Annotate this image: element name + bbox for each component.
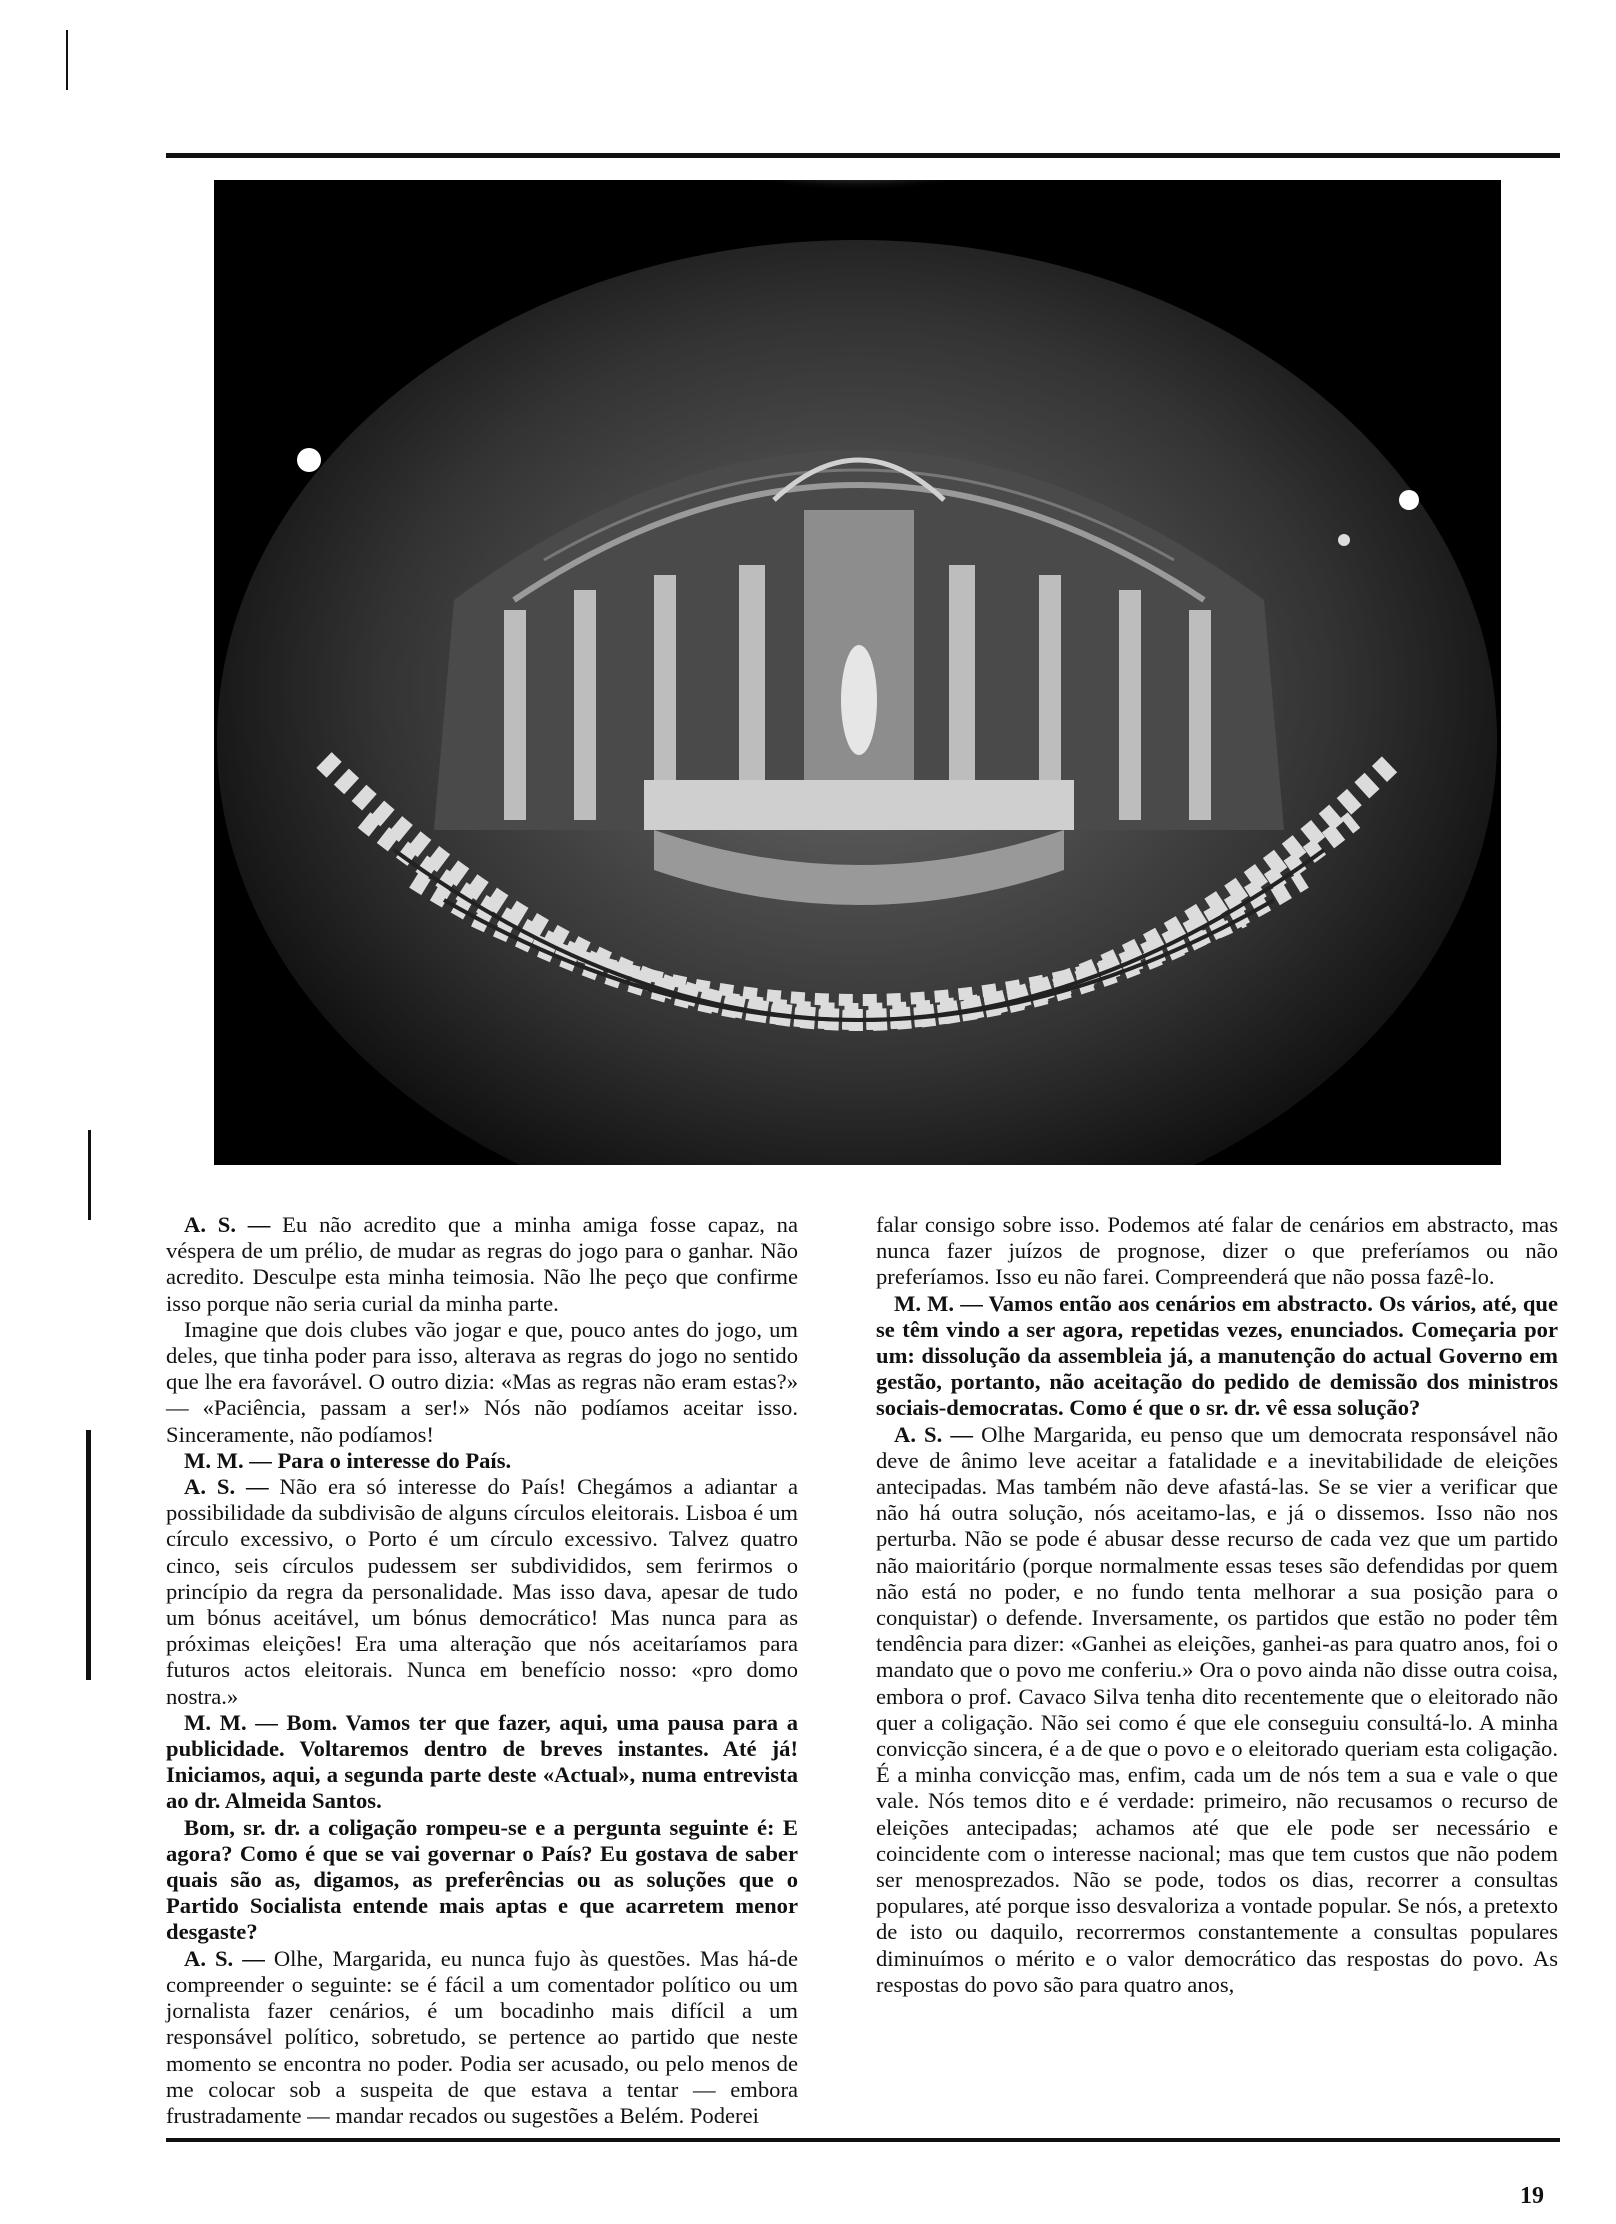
interviewee-paragraph xyxy=(166,1212,798,1317)
paragraph-text: Imagine que dois clubes vão jogar e que, pouco antes do jogo, um deles, que tinha poder para isso, alterava as regras do jogo no sentido que lhe era favorável. O outro dizia: «Mas as regras não eram estas?» — «Paciência, passam a ser!» Nós não podíamos aceitar isso. Sinceramente, não podíamos! xyxy=(166,1316,798,1447)
speaker-label: M. M. — xyxy=(184,1447,278,1473)
interviewer-paragraph xyxy=(166,1710,798,1815)
speaker-label: M. M. — xyxy=(894,1290,989,1316)
paragraph-text: Vamos então aos cenários em abstracto. Os vários, até, que se têm vindo a ser agora, repetidas vezes, enunciados. Começaria por um: dissolução da assembleia já, a manutenção do actual Governo em gestão, portanto, não aceitação do pedido de demissão dos ministros sociais-democratas. Como é que o sr. dr. vê essa solução? xyxy=(876,1290,1559,1421)
interviewer-paragraph xyxy=(876,1291,1558,1422)
speaker-label: M. M. — xyxy=(184,1709,287,1735)
interviewer-paragraph xyxy=(166,1448,798,1474)
scan-margin-mark xyxy=(66,30,68,90)
left-text-column xyxy=(166,1212,798,2129)
speaker-label: A. S. — xyxy=(184,1474,280,1500)
interviewee-paragraph xyxy=(876,1212,1558,1291)
paragraph-text: Olhe Margarida, eu penso que um democrata responsável não deve de ânimo leve aceitar a fatalidade e a inevitabilidade de eleições antecipadas. Mas também não deve afastá-las. Se se vier a verificar que não há outra solução, nós aceitamo-las, e já o dissemos. Isso não nos perturba. Não se pode é abusar desse recurso de cada vez que um partido não maioritário (porque normalmente essas teses são defendidas por quem não está no poder, e no fundo tenta melhorar a sua posição para o conquistar) o defende. Inversamente, os partidos que estão no poder têm tendência para dizer: «Ganhei as eleições, ganhei-as para quatro anos, foi o mandato que o povo me conferiu.» Ora o povo ainda não disse outra coisa, embora o prof. Cavaco Silva tenha dito recentemente que o eleitorado não quer a coligação. Não sei como é que ele conseguiu consultá-lo. A minha convicção sincera, é a de que o povo e o eleitorado queriam esta coligação. É a minha convicção mas, enfim, cada um de nós tem a sua e vale o que vale. Nós temos dito e é verdade: primeiro, não recusamos o recurso de eleições antecipadas; achamos até que ele pode ser necessário e coincidente com o interesse nacional; mas que tem custos que não podem ser menosprezados. Não se pode, todos os dias, recorrer a consultas populares, até porque isso desvaloriza a vontade popular. Se nós, a pretexto de isto ou daquilo, recorrermos constantemente a consultas populares diminuímos o mérito e o valor democrático das respostas do povo. As respostas do povo são para quatro anos, xyxy=(876,1421,1558,1997)
parliament-photo-illustration xyxy=(214,180,1501,1165)
paragraph-text: Não era só interesse do País! Chegámos a adiantar a possibilidade da subdivisão de alguns círculos eleitorais. Lisboa é um círculo excessivo, o Porto é um círculo excessivo. Talvez quatro cinco, seis círculos pudessem ser subdivididos, sem ferirmos o princípio da regra da personalidade. Mas isso dava, apesar de tudo um bónus aceitável, um bónus democrático! Mas nunca para as próximas eleições! Era uma alteração que nós aceitaríamos para futuros actos eleitorais. Nunca em benefício nosso: «pro domo nostra.» xyxy=(166,1474,799,1709)
paragraph-text: Olhe, Margarida, eu nunca fujo às questões. Mas há-de compreender o seguinte: se é fácil a um comentador político ou um jornalista fazer cenários, é um bocadinho mais difícil a um responsável político, sobretudo, se pertence ao partido que neste momento se encontra no poder. Podia ser acusado, ou pelo menos de me colocar sob a suspeita de que estava a tentar — embora frustradamente — mandar recados ou sugestões a Belém. Poderei xyxy=(166,1945,798,2128)
paragraph-text: Para o interesse do País. xyxy=(277,1447,512,1473)
interviewee-paragraph xyxy=(166,1946,798,2129)
interviewee-paragraph xyxy=(876,1422,1558,1998)
speaker-label: A. S. — xyxy=(184,1212,283,1237)
paragraph-text: Eu não acredito que a minha amiga fosse capaz, na véspera de um prélio, de mudar as regras do jogo para o ganhar. Não acredito. Desculpe esta minha teimosia. Não lhe peço que confirme isso porque não seria curial da minha parte. xyxy=(166,1212,798,1316)
interviewee-paragraph xyxy=(166,1317,798,1448)
right-text-column xyxy=(876,1212,1558,1998)
paragraph-text: falar consigo sobre isso. Podemos até falar de cenários em abstracto, mas nunca fazer juízos de prognose, dizer o que preferíamos ou não preferíamos. Isso eu não farei. Compreenderá que não possa fazê-lo. xyxy=(876,1212,1558,1290)
interviewee-paragraph xyxy=(166,1474,798,1710)
interviewer-paragraph xyxy=(166,1815,798,1946)
speaker-label: A. S. — xyxy=(894,1421,982,1447)
speaker-label: A. S. — xyxy=(184,1945,274,1971)
paragraph-text: Bom, sr. dr. a coligação rompeu-se e a pergunta seguinte é: E agora? Como é que se vai governar o País? Eu gostava de saber quais são as, digamos, as preferências ou as soluções que o Partido Socialista entende mais aptas e que acarretem menor desgaste? xyxy=(166,1814,798,1945)
paragraph-text: Bom. Vamos ter que fazer, aqui, uma pausa para a publicidade. Voltaremos dentro de breves instantes. Até já! Iniciamos, aqui, a segunda parte deste «Actual», numa entrevista ao dr. Almeida Santos. xyxy=(166,1709,798,1814)
top-rule xyxy=(166,153,1560,158)
bottom-rule xyxy=(166,2138,1560,2142)
page-number: 19 xyxy=(1520,2183,1544,2209)
scan-margin-mark xyxy=(88,1130,91,1220)
parliament-photo xyxy=(214,180,1501,1165)
scan-margin-mark xyxy=(86,1430,91,1680)
